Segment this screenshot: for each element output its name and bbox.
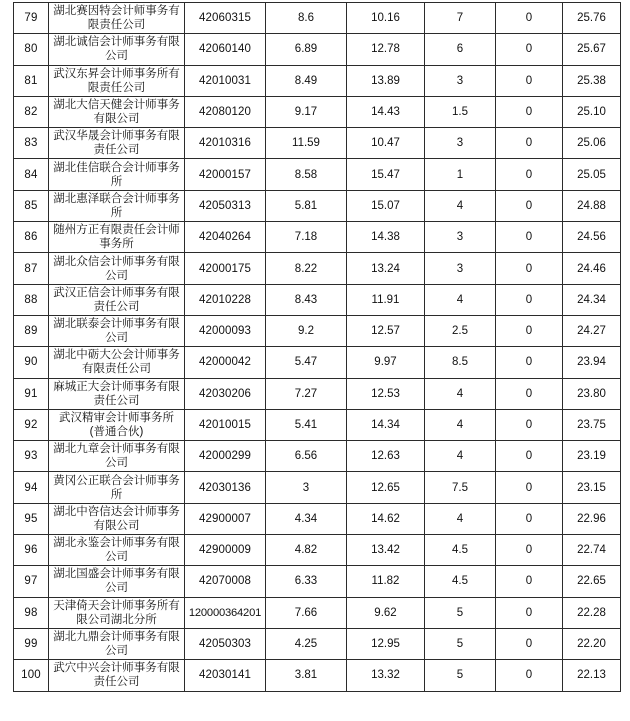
table-row — [14, 409, 621, 440]
metric-1: 9.2 — [266, 315, 347, 346]
metric-1: 6.33 — [266, 566, 347, 597]
metric-2: 12.78 — [347, 34, 425, 65]
rank-number: 89 — [14, 315, 49, 346]
firm-code: 42000157 — [185, 159, 266, 190]
metric-4: 0 — [496, 128, 563, 159]
metric-4: 0 — [496, 628, 563, 659]
metric-3: 4 — [425, 378, 496, 409]
firm-code: 42000093 — [185, 315, 266, 346]
metric-1: 4.34 — [266, 503, 347, 534]
rank-number: 85 — [14, 190, 49, 221]
metric-1: 7.66 — [266, 597, 347, 628]
metric-2: 12.95 — [347, 628, 425, 659]
metric-1: 7.27 — [266, 378, 347, 409]
metric-2: 10.16 — [347, 3, 425, 34]
total-score: 24.56 — [563, 222, 621, 253]
firm-name: 武穴中兴会计师事务有限责任公司 — [49, 660, 185, 691]
rank-number: 80 — [14, 34, 49, 65]
metric-4: 0 — [496, 284, 563, 315]
total-score: 25.05 — [563, 159, 621, 190]
rank-number: 98 — [14, 597, 49, 628]
firm-name: 麻城正大会计师事务有限责任公司 — [49, 378, 185, 409]
metric-1: 11.59 — [266, 128, 347, 159]
metric-1: 8.22 — [266, 253, 347, 284]
metric-2: 14.62 — [347, 503, 425, 534]
total-score: 23.80 — [563, 378, 621, 409]
metric-4: 0 — [496, 378, 563, 409]
metric-3: 5 — [425, 660, 496, 691]
table-row — [14, 535, 621, 566]
metric-4: 0 — [496, 535, 563, 566]
metric-4: 0 — [496, 660, 563, 691]
metric-4: 0 — [496, 96, 563, 127]
firm-name: 武汉精审会计师事务所 (普通合伙) — [49, 409, 185, 440]
rank-number: 88 — [14, 284, 49, 315]
metric-2: 13.42 — [347, 535, 425, 566]
firm-code: 42010015 — [185, 409, 266, 440]
table-row — [14, 253, 621, 284]
metric-2: 9.62 — [347, 597, 425, 628]
metric-3: 6 — [425, 34, 496, 65]
metric-2: 10.47 — [347, 128, 425, 159]
firm-name: 武汉华晟会计师事务有限责任公司 — [49, 128, 185, 159]
metric-2: 14.34 — [347, 409, 425, 440]
metric-3: 3 — [425, 65, 496, 96]
firm-name: 黄冈公正联合会计师事务所 — [49, 472, 185, 503]
metric-4: 0 — [496, 441, 563, 472]
total-score: 22.20 — [563, 628, 621, 659]
firm-name: 天津倚天会计师事务所有限公司湖北分所 — [49, 597, 185, 628]
firm-code: 42080120 — [185, 96, 266, 127]
firm-name: 武汉正信会计师事务有限责任公司 — [49, 284, 185, 315]
total-score: 24.88 — [563, 190, 621, 221]
firm-name: 随州方正有限责任会计师事务所 — [49, 222, 185, 253]
metric-3: 7 — [425, 3, 496, 34]
rank-number: 79 — [14, 3, 49, 34]
firm-code: 42000299 — [185, 441, 266, 472]
firm-name: 湖北联泰会计师事务有限公司 — [49, 315, 185, 346]
table-row — [14, 441, 621, 472]
table-row — [14, 378, 621, 409]
rank-number: 93 — [14, 441, 49, 472]
total-score: 23.15 — [563, 472, 621, 503]
firm-name: 湖北中咨信达会计师事务有限公司 — [49, 503, 185, 534]
firm-code: 42010316 — [185, 128, 266, 159]
total-score: 23.75 — [563, 409, 621, 440]
firm-code: 42010228 — [185, 284, 266, 315]
table-row — [14, 628, 621, 659]
table-row — [14, 128, 621, 159]
metric-4: 0 — [496, 190, 563, 221]
table-body — [14, 3, 621, 692]
metric-4: 0 — [496, 472, 563, 503]
table-row — [14, 284, 621, 315]
metric-1: 3.81 — [266, 660, 347, 691]
metric-3: 4 — [425, 409, 496, 440]
firm-name: 湖北诚信会计师事务有限公司 — [49, 34, 185, 65]
firm-name: 湖北赛因特会计师事务有限责任公司 — [49, 3, 185, 34]
firm-name: 湖北众信会计师事务有限公司 — [49, 253, 185, 284]
metric-1: 8.43 — [266, 284, 347, 315]
firm-code: 120000364201 — [185, 597, 266, 628]
metric-3: 5 — [425, 628, 496, 659]
firm-code: 42070008 — [185, 566, 266, 597]
total-score: 25.38 — [563, 65, 621, 96]
metric-2: 13.32 — [347, 660, 425, 691]
metric-4: 0 — [496, 566, 563, 597]
metric-4: 0 — [496, 503, 563, 534]
total-score: 25.76 — [563, 3, 621, 34]
total-score: 22.65 — [563, 566, 621, 597]
firm-code: 42050313 — [185, 190, 266, 221]
metric-3: 1.5 — [425, 96, 496, 127]
metric-3: 3 — [425, 128, 496, 159]
metric-3: 8.5 — [425, 347, 496, 378]
metric-2: 14.43 — [347, 96, 425, 127]
total-score: 25.67 — [563, 34, 621, 65]
metric-2: 11.82 — [347, 566, 425, 597]
total-score: 24.34 — [563, 284, 621, 315]
metric-3: 4 — [425, 284, 496, 315]
total-score: 23.94 — [563, 347, 621, 378]
rank-number: 86 — [14, 222, 49, 253]
firm-code: 42030206 — [185, 378, 266, 409]
firm-code: 42040264 — [185, 222, 266, 253]
metric-1: 8.49 — [266, 65, 347, 96]
metric-2: 13.24 — [347, 253, 425, 284]
metric-1: 6.89 — [266, 34, 347, 65]
metric-1: 9.17 — [266, 96, 347, 127]
metric-1: 6.56 — [266, 441, 347, 472]
table-row — [14, 566, 621, 597]
firm-name: 湖北永鉴会计师事务有限公司 — [49, 535, 185, 566]
metric-4: 0 — [496, 315, 563, 346]
firm-name: 湖北九鼎会计师事务有限公司 — [49, 628, 185, 659]
metric-1: 5.47 — [266, 347, 347, 378]
metric-4: 0 — [496, 3, 563, 34]
table-row — [14, 65, 621, 96]
rank-number: 92 — [14, 409, 49, 440]
table-row — [14, 315, 621, 346]
rank-number: 83 — [14, 128, 49, 159]
table-row — [14, 96, 621, 127]
metric-2: 15.07 — [347, 190, 425, 221]
total-score: 25.10 — [563, 96, 621, 127]
rank-number: 84 — [14, 159, 49, 190]
total-score: 22.28 — [563, 597, 621, 628]
firm-code: 42000042 — [185, 347, 266, 378]
total-score: 22.13 — [563, 660, 621, 691]
rank-number: 95 — [14, 503, 49, 534]
table-row — [14, 597, 621, 628]
total-score: 22.96 — [563, 503, 621, 534]
rank-number: 82 — [14, 96, 49, 127]
firm-code: 42050303 — [185, 628, 266, 659]
table-row — [14, 222, 621, 253]
metric-1: 5.41 — [266, 409, 347, 440]
firm-name: 湖北九章会计师事务有限公司 — [49, 441, 185, 472]
rank-number: 94 — [14, 472, 49, 503]
table-row — [14, 503, 621, 534]
accounting-firms-ranking-table — [13, 2, 621, 692]
metric-4: 0 — [496, 409, 563, 440]
rank-number: 99 — [14, 628, 49, 659]
firm-code: 42030136 — [185, 472, 266, 503]
rank-number: 100 — [14, 660, 49, 691]
metric-2: 12.53 — [347, 378, 425, 409]
metric-4: 0 — [496, 34, 563, 65]
metric-1: 4.82 — [266, 535, 347, 566]
metric-3: 4.5 — [425, 566, 496, 597]
total-score: 23.19 — [563, 441, 621, 472]
total-score: 24.27 — [563, 315, 621, 346]
metric-2: 14.38 — [347, 222, 425, 253]
firm-code: 42000175 — [185, 253, 266, 284]
metric-2: 12.63 — [347, 441, 425, 472]
rank-number: 91 — [14, 378, 49, 409]
metric-3: 3 — [425, 222, 496, 253]
table-row — [14, 660, 621, 691]
metric-3: 4.5 — [425, 535, 496, 566]
firm-name: 湖北惠泽联合会计师事务所 — [49, 190, 185, 221]
firm-code: 42060140 — [185, 34, 266, 65]
rank-number: 96 — [14, 535, 49, 566]
firm-code: 42060315 — [185, 3, 266, 34]
metric-1: 8.6 — [266, 3, 347, 34]
metric-3: 2.5 — [425, 315, 496, 346]
metric-4: 0 — [496, 159, 563, 190]
metric-1: 3 — [266, 472, 347, 503]
table-row — [14, 34, 621, 65]
metric-3: 5 — [425, 597, 496, 628]
table-row — [14, 347, 621, 378]
firm-name: 湖北佳信联合会计师事务所 — [49, 159, 185, 190]
metric-4: 0 — [496, 597, 563, 628]
total-score: 24.46 — [563, 253, 621, 284]
metric-4: 0 — [496, 65, 563, 96]
metric-2: 11.91 — [347, 284, 425, 315]
metric-4: 0 — [496, 347, 563, 378]
metric-2: 12.65 — [347, 472, 425, 503]
total-score: 22.74 — [563, 535, 621, 566]
firm-name: 武汉东昇会计师事务所有限责任公司 — [49, 65, 185, 96]
table-row — [14, 190, 621, 221]
table-row — [14, 3, 621, 34]
metric-4: 0 — [496, 222, 563, 253]
metric-2: 12.57 — [347, 315, 425, 346]
metric-2: 9.97 — [347, 347, 425, 378]
firm-code: 42900009 — [185, 535, 266, 566]
rank-number: 81 — [14, 65, 49, 96]
rank-number: 97 — [14, 566, 49, 597]
firm-name: 湖北大信天健会计师事务有限公司 — [49, 96, 185, 127]
metric-1: 7.18 — [266, 222, 347, 253]
metric-3: 3 — [425, 253, 496, 284]
firm-code: 42030141 — [185, 660, 266, 691]
metric-3: 4 — [425, 190, 496, 221]
firm-code: 42900007 — [185, 503, 266, 534]
metric-2: 15.47 — [347, 159, 425, 190]
table-container — [13, 2, 620, 692]
firm-code: 42010031 — [185, 65, 266, 96]
metric-3: 1 — [425, 159, 496, 190]
firm-name: 湖北中砺大公会计师事务有限责任公司 — [49, 347, 185, 378]
total-score: 25.06 — [563, 128, 621, 159]
firm-name: 湖北国盛会计师事务有限公司 — [49, 566, 185, 597]
rank-number: 90 — [14, 347, 49, 378]
table-row — [14, 159, 621, 190]
table-row — [14, 472, 621, 503]
metric-2: 13.89 — [347, 65, 425, 96]
metric-3: 4 — [425, 441, 496, 472]
metric-3: 7.5 — [425, 472, 496, 503]
metric-1: 5.81 — [266, 190, 347, 221]
metric-1: 8.58 — [266, 159, 347, 190]
metric-3: 4 — [425, 503, 496, 534]
metric-4: 0 — [496, 253, 563, 284]
metric-1: 4.25 — [266, 628, 347, 659]
rank-number: 87 — [14, 253, 49, 284]
